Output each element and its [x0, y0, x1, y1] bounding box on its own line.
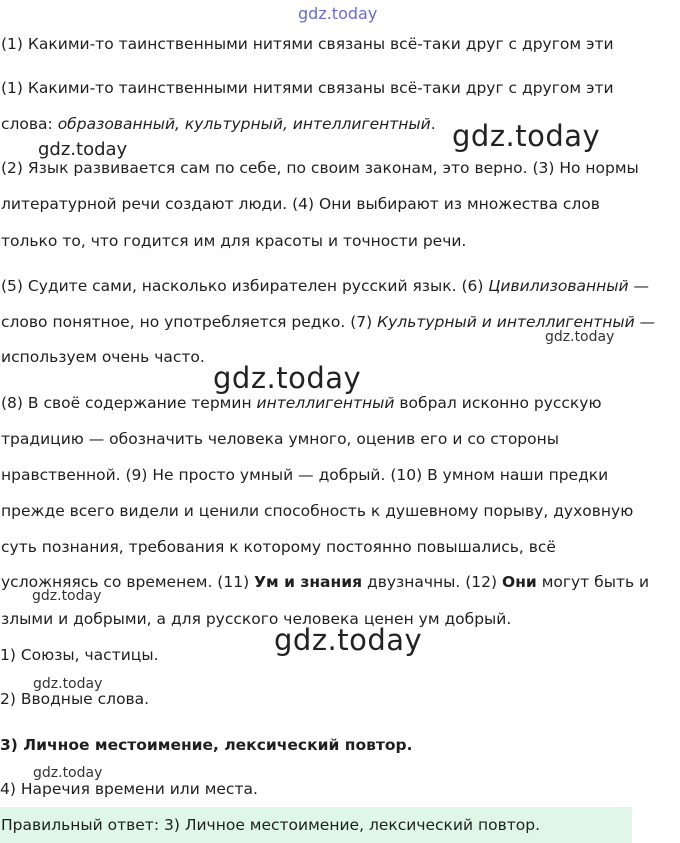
option-1: 1) Союзы, частицы. [0, 646, 159, 664]
text-line [1, 114, 436, 134]
text-line: прежде всего видели и ценили способность к душевному порыву, духовную [1, 502, 634, 520]
watermark-large: gdz.today [213, 361, 362, 395]
text-line: литературной речи создают люди. (4) Они выбирают из множества слов [1, 195, 600, 213]
watermark-medium: gdz.today [38, 139, 128, 160]
text-line: (1) Какими-то таинственными нитями связаны всё-таки друг с другом эти [1, 35, 614, 53]
italic-word: Цивилизованный [488, 277, 629, 295]
text-span: вобрал исконно русскую [394, 394, 602, 412]
italic-words: образованный, культурный, интеллигентный [57, 115, 431, 133]
text-span: (8) В своё содержание термин [1, 394, 257, 412]
option-2: 2) Вводные слова. [0, 690, 150, 708]
text-span: могут быть и [536, 573, 650, 591]
text-line: нравственной. (9) Не просто умный — добрый. (10) В умном наши предки [1, 466, 609, 484]
watermark-large: gdz.today [452, 119, 601, 153]
text-span: двузначны. (12) [362, 573, 503, 591]
text-line: (2) Язык развивается сам по себе, по своим законам, это верно. (3) Но нормы [1, 159, 639, 177]
text-span: слово понятное, но употребляется редко. (7) [1, 313, 378, 331]
text-line: суть познания, требования к которому постоянно повышались, всё [1, 538, 556, 556]
text-span: — [628, 277, 650, 295]
option-3-correct: 3) Личное местоимение, лексический повтор. [0, 736, 413, 754]
text-line: только то, что годится им для красоты и точности речи. [1, 232, 467, 250]
text-line: используем очень часто. [1, 348, 205, 366]
watermark-small: gdz.today [33, 765, 103, 781]
italic-word: интеллигентный [256, 394, 395, 412]
text-line [1, 393, 602, 413]
watermark-large: gdz.today [274, 623, 423, 657]
answer-box [0, 807, 632, 843]
italic-words: Культурный и интеллигентный [377, 313, 635, 331]
watermark-small: gdz.today [545, 329, 615, 345]
watermark-small: gdz.today [32, 588, 102, 604]
option-4: 4) Наречия времени или места. [0, 780, 258, 798]
bold-words: Ум и знания [254, 573, 363, 591]
text-span: (5) Судите сами, насколько избирателен русский язык. (6) [1, 277, 489, 295]
text-span: слова: [1, 115, 58, 133]
text-span: — [634, 313, 656, 331]
text-span: . [430, 115, 436, 133]
watermark-top: gdz.today [298, 4, 378, 23]
bold-word: Они [502, 573, 537, 591]
text-line: (1) Какими-то таинственными нитями связаны всё-таки друг с другом эти [1, 79, 614, 97]
text-line: злыми и добрыми, а для русского человека ценен ум добрый. [1, 610, 512, 628]
text-line [1, 276, 649, 296]
watermark-small: gdz.today [33, 676, 103, 692]
answer-text: Правильный ответ: 3) Личное местоимение, лексический повтор. [1, 816, 541, 834]
text-line: традицию — обозначить человека умного, оценив его и со стороны [1, 430, 559, 448]
text-span: усложняясь со временем. (11) [1, 573, 255, 591]
